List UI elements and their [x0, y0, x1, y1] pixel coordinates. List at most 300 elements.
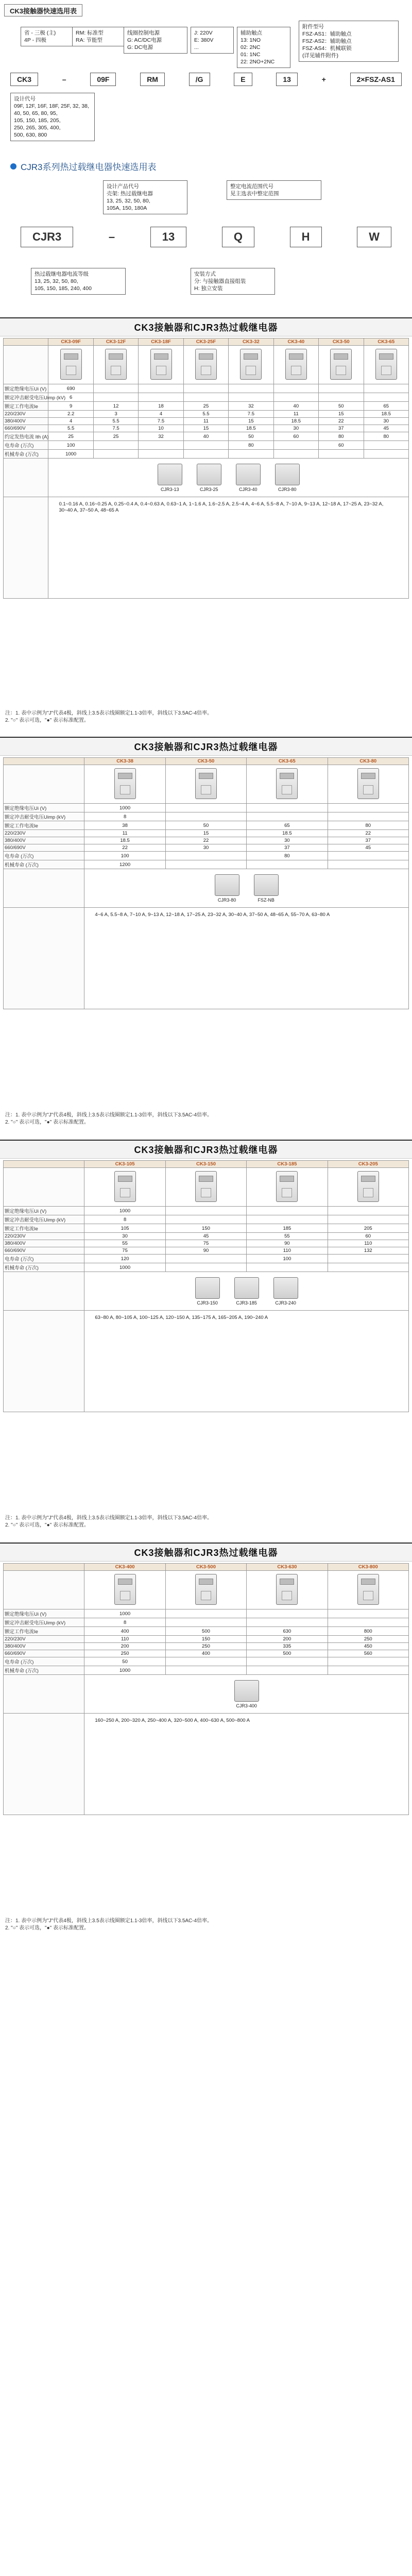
table-row: [4, 402, 409, 411]
spec-table-1: [3, 338, 409, 599]
value-cell: [328, 1618, 408, 1627]
table-row: [4, 1247, 409, 1255]
row-label: 机械寿命 (万次): [4, 860, 84, 869]
callout-pole: 省 - 三极 (主) 4P - 四极: [21, 27, 74, 46]
value-cell: [165, 1609, 246, 1618]
value-cell: [328, 1215, 408, 1224]
value-cell: 45: [364, 425, 409, 432]
row-label: 660/690V: [4, 425, 48, 432]
contactor-image: [330, 349, 352, 380]
value-cell: 100: [84, 852, 165, 860]
value-cell: [247, 1263, 328, 1272]
table-row: [4, 1224, 409, 1233]
value-cell: 15: [229, 418, 273, 425]
value-cell: 630: [247, 1627, 328, 1636]
value-cell: 1000: [84, 804, 165, 812]
value-cell: 30: [165, 844, 246, 852]
value-cell: 80: [319, 432, 364, 441]
value-cell: 18.5: [273, 418, 318, 425]
table-corner-cell: [4, 758, 84, 765]
row-label: 660/690V: [4, 1247, 84, 1255]
relay-image: [275, 464, 300, 485]
callout-accessory: 附件型号 FSZ-AS1：辅助触点 FSZ-AS2：辅助触点 FSZ-AS4：机械联锁 (详见辅件附件): [299, 21, 399, 62]
value-cell: 4: [139, 411, 183, 418]
cjr3-part-mount: H: [290, 227, 322, 247]
contactor-image: [105, 349, 127, 380]
product-image-cell: [364, 346, 409, 384]
code-part-voltage: E: [234, 73, 252, 86]
row-label: 额定工作电流Ie: [4, 821, 84, 830]
value-cell: 75: [84, 1247, 165, 1255]
value-cell: 80: [328, 821, 408, 830]
value-cell: 30: [247, 837, 328, 844]
contactor-image: [150, 349, 172, 380]
relay-label: CJR3-13: [160, 486, 179, 492]
value-cell: [328, 860, 408, 869]
value-cell: 50: [229, 432, 273, 441]
value-cell: 32: [139, 432, 183, 441]
value-cell: 50: [84, 1657, 165, 1666]
relay-label: CJR3-150: [197, 1300, 218, 1306]
value-cell: 30: [84, 1233, 165, 1240]
value-cell: [328, 1263, 408, 1272]
value-cell: 690: [48, 384, 93, 393]
row-label: 额定冲击耐受电压Uimp (kV): [4, 1618, 84, 1627]
value-cell: 8: [84, 812, 165, 821]
relay-image: [195, 1277, 220, 1299]
contactor-image: [276, 1574, 298, 1605]
value-cell: [183, 450, 228, 459]
value-cell: [165, 812, 246, 821]
value-cell: [183, 441, 228, 450]
table4-title: CK3接触器和CJR3热过载继电器: [0, 1543, 412, 1562]
value-cell: 45: [165, 1233, 246, 1240]
relay-cell: [84, 1675, 409, 1714]
value-cell: 200: [247, 1636, 328, 1643]
product-image-cell: [229, 346, 273, 384]
value-cell: [273, 393, 318, 402]
relay-image: [254, 874, 279, 896]
value-cell: [165, 1618, 246, 1627]
settings-cell: 4~6 A, 5.5~8 A, 7~10 A, 9~13 A, 12~18 A, 17~25 A, 23~32 A, 30~40 A, 37~50 A, 48~65 A, 55~70 A, 63~80 A: [84, 908, 409, 1009]
contactor-image: [357, 768, 379, 799]
row-label: 380/400V: [4, 1643, 84, 1650]
product-image-cell: [319, 346, 364, 384]
value-cell: [247, 1618, 328, 1627]
value-cell: 15: [165, 830, 246, 837]
value-cell: 22: [328, 830, 408, 837]
value-cell: 65: [247, 821, 328, 830]
relay-cell: [48, 459, 409, 497]
value-cell: [183, 393, 228, 402]
value-cell: 100: [48, 441, 93, 450]
cjr3-code-row: [21, 227, 391, 247]
model-header-cell: CK3-500: [165, 1564, 246, 1571]
image-row-label: [4, 1168, 84, 1207]
table-row: [4, 804, 409, 812]
contactor-image: [276, 768, 298, 799]
cjr3-section-title: [10, 160, 157, 173]
value-cell: [229, 393, 273, 402]
row-label: 额定冲击耐受电压Uimp (kV): [4, 393, 48, 402]
table-row: [4, 852, 409, 860]
row-label: 380/400V: [4, 1240, 84, 1247]
value-cell: 11: [84, 830, 165, 837]
contactor-image: [276, 1171, 298, 1202]
table-row: [4, 1240, 409, 1247]
value-cell: [93, 393, 138, 402]
value-cell: 15: [319, 411, 364, 418]
value-cell: 18.5: [229, 425, 273, 432]
value-cell: [328, 1255, 408, 1263]
row-label: 380/400V: [4, 837, 84, 844]
value-cell: [183, 384, 228, 393]
model-header-cell: CK3-185: [247, 1161, 328, 1168]
ck3-code-row: [10, 72, 402, 87]
model-header-cell: CK3-40: [273, 338, 318, 346]
value-cell: [328, 1609, 408, 1618]
model-header-cell: CK3-18F: [139, 338, 183, 346]
table-row: [4, 441, 409, 450]
value-cell: 7.5: [229, 411, 273, 418]
value-cell: [328, 1666, 408, 1675]
cjr3-part-rating: 13: [150, 227, 186, 247]
value-cell: [165, 1215, 246, 1224]
model-header-cell: CK3-65: [247, 758, 328, 765]
value-cell: 40: [183, 432, 228, 441]
code-part-coil: /G: [189, 73, 210, 86]
image-row-label: [4, 765, 84, 804]
spec-table-2: [3, 757, 409, 1009]
value-cell: [247, 1657, 328, 1666]
cjr3-callout-left: 设计产品代号 壳架: 热过载继电器 13, 25, 32, 50, 80, 105A, 150, 180A: [103, 180, 187, 214]
image-row-label: [4, 1571, 84, 1609]
row-label: 220/230V: [4, 411, 48, 418]
cjr3-callout-mid: 整定电流范围代号 见主选表中整定范围: [227, 180, 321, 200]
contactor-image: [114, 768, 136, 799]
value-cell: [165, 1666, 246, 1675]
model-header-cell: CK3-32: [229, 338, 273, 346]
contactor-image: [114, 1171, 136, 1202]
value-cell: 8: [84, 1618, 165, 1627]
row-label: 电寿命 (万次): [4, 852, 84, 860]
row-label: 机械寿命 (万次): [4, 1666, 84, 1675]
relay-row-label: [4, 869, 84, 908]
value-cell: [319, 384, 364, 393]
settings-row-label: [4, 908, 84, 1009]
model-header-cell: CK3-205: [328, 1161, 408, 1168]
value-cell: [273, 441, 318, 450]
relay-image: [234, 1277, 259, 1299]
row-label: 额定工作电流Ie: [4, 402, 48, 411]
model-header-cell: CK3-09F: [48, 338, 93, 346]
row-label: 额定绝缘电压Ui (V): [4, 804, 84, 812]
product-image-cell: [328, 1571, 408, 1609]
spec-table-4: [3, 1563, 409, 1815]
value-cell: [165, 860, 246, 869]
value-cell: 50: [319, 402, 364, 411]
table-row: [4, 1627, 409, 1636]
value-cell: 4: [48, 418, 93, 425]
contactor-image: [285, 349, 307, 380]
value-cell: 22: [84, 844, 165, 852]
product-image-cell: [328, 1168, 408, 1207]
value-cell: 55: [247, 1233, 328, 1240]
model-header-cell: CK3-38: [84, 758, 165, 765]
value-cell: [247, 804, 328, 812]
value-cell: 250: [165, 1643, 246, 1650]
settings-cell: 0.1~0.16 A, 0.16~0.25 A, 0.25~0.4 A, 0.4~0.63 A, 0.63~1 A, 1~1.6 A, 1.6~2.5 A, 2.5~4 A, 4~6 A, 5.5~8 A, 7~10 A, 9~13 A, 12~18 A, 17~25 A, 23~32 A, 30~40 A, 37~50 A, 48~65 A: [48, 497, 409, 599]
product-image-cell: [183, 346, 228, 384]
value-cell: 1000: [84, 1263, 165, 1272]
model-header-cell: CK3-80: [328, 758, 408, 765]
relay-cell: [84, 1272, 409, 1311]
relay-label: CJR3-185: [236, 1300, 257, 1306]
value-cell: 11: [273, 411, 318, 418]
table-row: [4, 1666, 409, 1675]
settings-cell: 160~250 A, 200~320 A, 250~400 A, 320~500 A, 400~630 A, 500~800 A: [84, 1714, 409, 1815]
value-cell: 30: [273, 425, 318, 432]
value-cell: 80: [364, 432, 409, 441]
value-cell: 18.5: [84, 837, 165, 844]
value-cell: 2.2: [48, 411, 93, 418]
relay-label: CJR3-80: [217, 897, 236, 903]
value-cell: 250: [84, 1650, 165, 1657]
value-cell: [273, 384, 318, 393]
row-label: 机械寿命 (万次): [4, 450, 48, 459]
table-row: [4, 812, 409, 821]
value-cell: 1000: [48, 450, 93, 459]
value-cell: 150: [165, 1224, 246, 1233]
value-cell: [364, 441, 409, 450]
row-label: 220/230V: [4, 830, 84, 837]
value-cell: 560: [328, 1650, 408, 1657]
value-cell: [165, 852, 246, 860]
row-label: 电寿命 (万次): [4, 441, 48, 450]
table2-notes: 注：1. 表中示例为"J"代表4极，斜线上3.5表示线圈额定1.1-3倍率，斜线以下3.5AC-4倍率。 2. "○" 表示可选，"●" 表示标准配置。: [5, 1112, 213, 1125]
code-part-plus: +: [321, 75, 326, 83]
value-cell: 15: [183, 425, 228, 432]
value-cell: 5.5: [48, 425, 93, 432]
table-corner-cell: [4, 338, 48, 346]
value-cell: 37: [319, 425, 364, 432]
value-cell: 37: [328, 837, 408, 844]
callout-coil: 线圈控制电源 G: AC/DC电源 G: DC电源: [124, 27, 187, 54]
table-row: [4, 1215, 409, 1224]
value-cell: [364, 393, 409, 402]
value-cell: 132: [328, 1247, 408, 1255]
table-row: [4, 1636, 409, 1643]
relay-row-label: [4, 1272, 84, 1311]
product-image-cell: [84, 1571, 165, 1609]
value-cell: 1000: [84, 1666, 165, 1675]
row-label: 额定工作电流Ie: [4, 1224, 84, 1233]
product-image-cell: [139, 346, 183, 384]
relay-image: [215, 874, 239, 896]
value-cell: 9: [48, 402, 93, 411]
model-header-cell: CK3-65: [364, 338, 409, 346]
table-row: [4, 450, 409, 459]
value-cell: 32: [229, 402, 273, 411]
value-cell: 335: [247, 1643, 328, 1650]
table-row: [4, 1657, 409, 1666]
settings-row-label: [4, 1714, 84, 1815]
value-cell: 3: [93, 411, 138, 418]
contactor-image: [114, 1574, 136, 1605]
contactor-image: [195, 1171, 217, 1202]
value-cell: 60: [273, 432, 318, 441]
table-row: [4, 860, 409, 869]
product-image-cell: [273, 346, 318, 384]
value-cell: 12: [93, 402, 138, 411]
table-row: [4, 432, 409, 441]
value-cell: 500: [165, 1627, 246, 1636]
product-image-cell: [247, 1168, 328, 1207]
model-header-cell: CK3-12F: [93, 338, 138, 346]
relay-row-label: [4, 459, 48, 497]
value-cell: [273, 450, 318, 459]
row-label: 660/690V: [4, 844, 84, 852]
row-label: 额定绝缘电压Ui (V): [4, 1609, 84, 1618]
value-cell: 80: [229, 441, 273, 450]
value-cell: 150: [165, 1636, 246, 1643]
product-image-cell: [328, 765, 408, 804]
callout-aux: 辅助触点 13: 1NO 02: 2NC 01: 1NC 22: 2NO+2NC: [237, 27, 290, 68]
product-image-cell: [165, 1571, 246, 1609]
value-cell: 45: [328, 844, 408, 852]
relay-label: CJR3-400: [236, 1703, 257, 1708]
row-label: 额定冲击耐受电压Uimp (kV): [4, 1215, 84, 1224]
value-cell: 1000: [84, 1207, 165, 1215]
value-cell: 5.5: [93, 418, 138, 425]
value-cell: [247, 1207, 328, 1215]
value-cell: 6: [48, 393, 93, 402]
cjr3-part-dash: –: [108, 230, 115, 243]
value-cell: 8: [84, 1215, 165, 1224]
value-cell: [229, 384, 273, 393]
value-cell: [364, 450, 409, 459]
value-cell: [165, 804, 246, 812]
value-cell: [93, 450, 138, 459]
table-row: [4, 1255, 409, 1263]
value-cell: [165, 1255, 246, 1263]
spec-table-3: [3, 1160, 409, 1412]
cjr3-part-range: Q: [222, 227, 254, 247]
value-cell: 250: [328, 1636, 408, 1643]
value-cell: 25: [183, 402, 228, 411]
value-cell: [328, 852, 408, 860]
model-header-cell: CK3-25F: [183, 338, 228, 346]
image-row-label: [4, 346, 48, 384]
value-cell: 22: [319, 418, 364, 425]
value-cell: 22: [165, 837, 246, 844]
product-image-cell: [165, 1168, 246, 1207]
table-row: [4, 837, 409, 844]
settings-row-label: [4, 1311, 84, 1412]
code-part-frame: RM: [140, 73, 165, 86]
contactor-image: [195, 1574, 217, 1605]
row-label: 额定工作电流Ie: [4, 1627, 84, 1636]
code-part-series: CK3: [10, 73, 38, 86]
value-cell: [139, 441, 183, 450]
value-cell: 37: [247, 844, 328, 852]
table-row: [4, 844, 409, 852]
value-cell: 55: [84, 1240, 165, 1247]
table4-notes: 注：1. 表中示例为"J"代表4极，斜线上3.5表示线圈额定1.1-3倍率，斜线以下3.5AC-4倍率。 2. "○" 表示可选，"●" 表示标准配置。: [5, 1918, 213, 1931]
cjr3-callout-bottom: 热过载继电器电流等级 13, 25, 32, 50, 80, 105, 150, 185, 240, 400: [31, 268, 126, 295]
table-row: [4, 418, 409, 425]
value-cell: 65: [364, 402, 409, 411]
model-header-cell: CK3-105: [84, 1161, 165, 1168]
value-cell: 205: [328, 1224, 408, 1233]
callout-voltage: J: 220V E: 380V ...: [191, 27, 234, 54]
value-cell: 10: [139, 425, 183, 432]
value-cell: 1200: [84, 860, 165, 869]
row-label: 额定冲击耐受电压Uimp (kV): [4, 812, 84, 821]
model-header-cell: CK3-800: [328, 1564, 408, 1571]
value-cell: 25: [48, 432, 93, 441]
code-part-dash: –: [62, 75, 66, 83]
row-label: 机械寿命 (万次): [4, 1263, 84, 1272]
value-cell: 90: [165, 1247, 246, 1255]
model-header-cell: CK3-50: [319, 338, 364, 346]
value-cell: 25: [93, 432, 138, 441]
value-cell: 30: [364, 418, 409, 425]
value-cell: 105: [84, 1224, 165, 1233]
relay-label: CJR3-80: [278, 486, 297, 492]
value-cell: 1000: [84, 1609, 165, 1618]
value-cell: 60: [328, 1233, 408, 1240]
contactor-image: [357, 1171, 379, 1202]
code-part-accessory: 2×FSZ-AS1: [350, 73, 402, 86]
value-cell: [165, 1657, 246, 1666]
contactor-image: [195, 349, 217, 380]
value-cell: 11: [183, 418, 228, 425]
page-top-title: CK3接触器快速选用表: [4, 4, 82, 16]
value-cell: 90: [247, 1240, 328, 1247]
value-cell: [364, 384, 409, 393]
table-row: [4, 821, 409, 830]
table-row: [4, 1650, 409, 1657]
value-cell: [319, 450, 364, 459]
table-row: [4, 830, 409, 837]
row-label: 约定发热电流 Ith (A): [4, 432, 48, 441]
cjr3-part-extra: W: [357, 227, 391, 247]
value-cell: [247, 1666, 328, 1675]
product-image-cell: [93, 346, 138, 384]
table-row: [4, 425, 409, 432]
relay-image: [197, 464, 221, 485]
product-image-cell: [84, 1168, 165, 1207]
relay-row-label: [4, 1675, 84, 1714]
relay-label: CJR3-40: [238, 486, 258, 492]
table2-title: CK3接触器和CJR3热过载继电器: [0, 737, 412, 756]
bullet-icon: [10, 163, 16, 170]
value-cell: 800: [328, 1627, 408, 1636]
row-label: 额定绝缘电压Ui (V): [4, 1207, 84, 1215]
table-row: [4, 1609, 409, 1618]
relay-image: [158, 464, 182, 485]
row-label: 额定绝缘电压Ui (V): [4, 384, 48, 393]
table-row: [4, 1643, 409, 1650]
contactor-image: [357, 1574, 379, 1605]
table1-notes: 注：1. 表中示例为"J"代表4极，斜线上3.5表示线圈额定1.1-3倍率，斜线以下3.5AC-4倍率。 2. "○" 表示可选，"●" 表示标准配置。: [5, 710, 213, 723]
table-row: [4, 1233, 409, 1240]
table-row: [4, 1618, 409, 1627]
value-cell: [139, 384, 183, 393]
settings-cell: 63~80 A, 80~105 A, 100~125 A, 120~150 A, 135~175 A, 165~205 A, 190~240 A: [84, 1311, 409, 1412]
contactor-image: [60, 349, 82, 380]
